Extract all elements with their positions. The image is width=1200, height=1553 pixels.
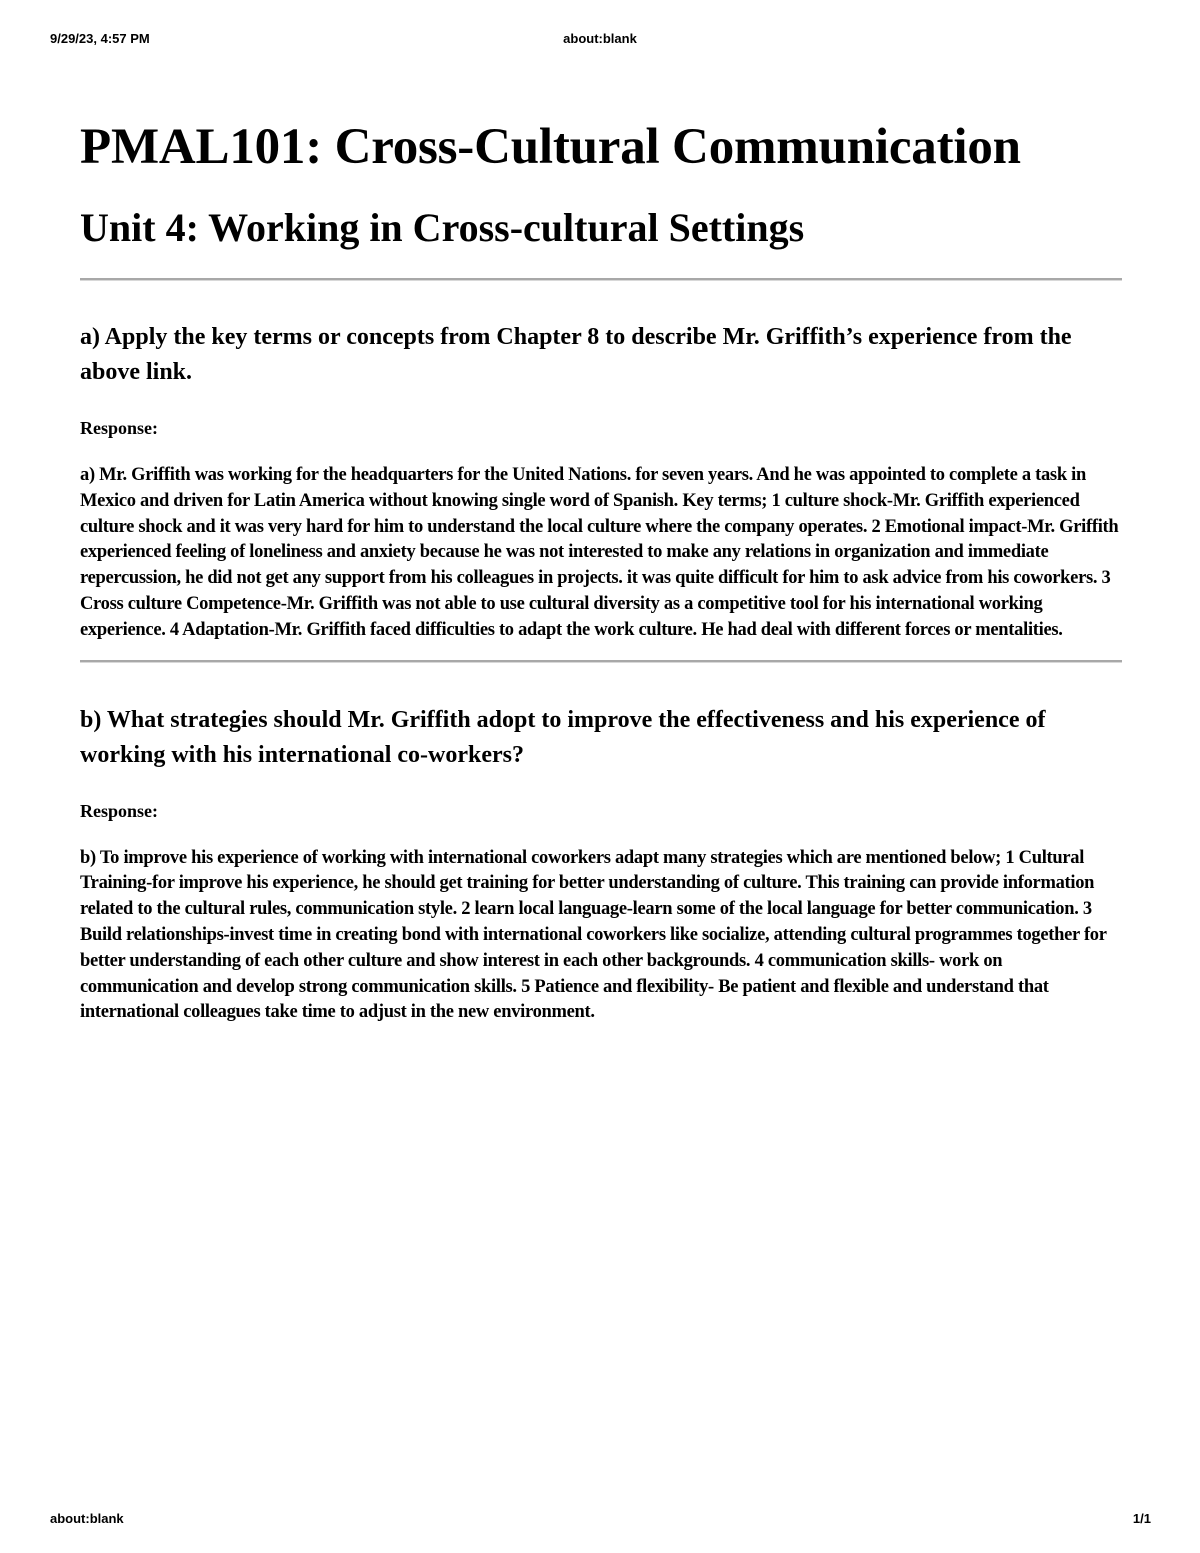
response-label-a: Response: [80,418,159,438]
course-title: PMAL101: Cross-Cultural Communication [80,119,1021,175]
section-b [80,703,1122,1027]
unit-title: Unit 4: Working in Cross-cultural Settings [80,205,805,250]
document-body [80,112,1122,1026]
print-header [0,31,1200,49]
print-url: about:blank [50,1511,124,1526]
question-a: a) Apply the key terms or concepts from Chapter 8 to describe Mr. Griffith’s experience from the above link. [80,324,1072,385]
section-divider [80,660,1122,663]
print-datetime: 9/29/23, 4:57 PM [50,31,150,46]
response-text-b: b) To improve his experience of working with international coworkers adapt many strategies which are mentioned below; 1 Cultural Training-for improve his experience, he should get training for better understanding of culture. This training can provide information related to the cultural rules, communication style. 2 learn local language-learn some of the local language for better communication. 3 Build relationships-invest time in creating bond with international coworkers like socialize, attending cultural programmes together for better understanding of each other culture and show interest in each other backgrounds. 4 communication skills- work on communication and develop strong communication skills. 5 Patience and flexibility- Be patient and flexible and understand that international colleagues take time to adjust in the new environment. [80,847,1107,1023]
print-page-title: about:blank [563,31,637,46]
section-a [80,320,1122,644]
print-footer [0,1511,1200,1529]
section-divider [80,278,1122,281]
response-text-a: a) Mr. Griffith was working for the headquarters for the United Nations. for seven years. And he was appointed to complete a task in Mexico and driven for Latin America without knowing single word of Spanish. Key terms; 1 culture shock-Mr. Griffith experienced culture shock and it was very hard for him to understand the local culture where the company operates. 2 Emotional impact-Mr. Griffith experienced feeling of loneliness and anxiety because he was not interested to make any relations in organization and immediate repercussion, he did not get any support from his colleagues in projects. it was quite difficult for him to ask advice from his coworkers. 3 Cross culture Competence-Mr. Griffith was not able to use cultural diversity as a competitive tool for his international working experience. 4 Adaptation-Mr. Griffith faced difficulties to adapt the work culture. He had deal with different forces or mentalities. [80,465,1119,640]
question-b: b) What strategies should Mr. Griffith adopt to improve the effectiveness and his experience of working with his international co-workers? [80,706,1046,768]
print-page-number: 1/1 [1132,1511,1151,1526]
response-label-b: Response: [80,800,159,821]
